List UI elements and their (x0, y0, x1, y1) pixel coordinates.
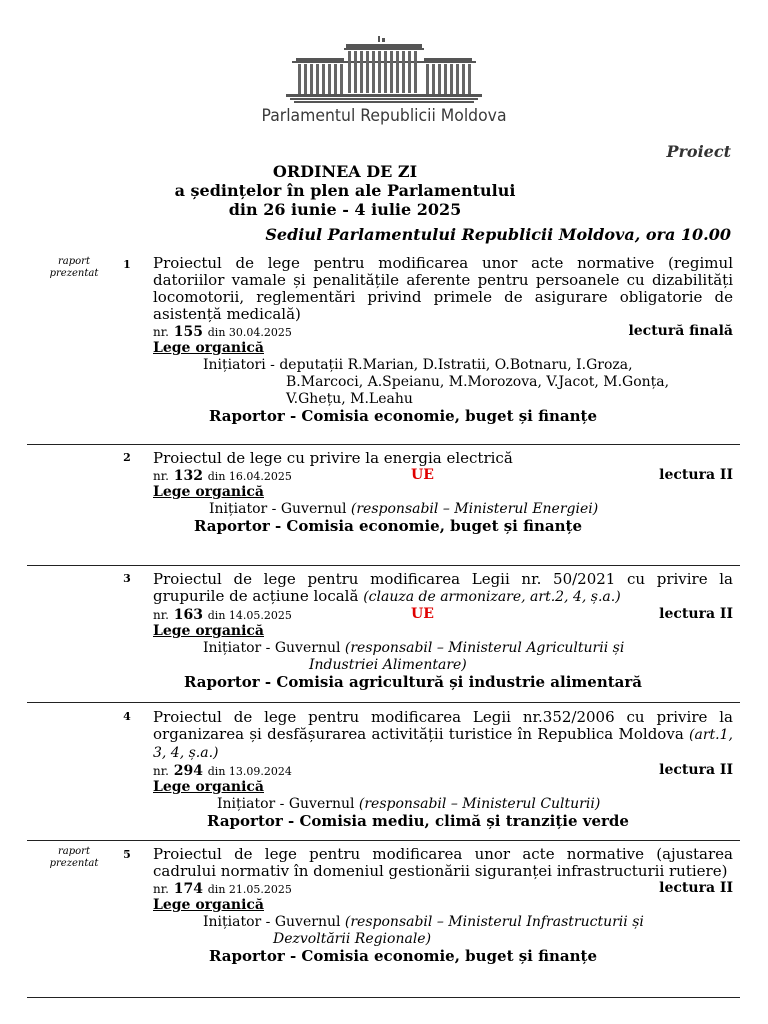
item-number: 4 (123, 710, 131, 723)
separator (27, 840, 740, 841)
description-text: Proiectul de lege pentru modificarea Legii nr. 50/2021 cu privire la grupurile de acțiune locală (153, 570, 733, 605)
initiator-label: Inițiator - Guvernul (203, 640, 341, 656)
initiator-line: B.Marcoci, A.Speianu, M.Morozova, V.Jacot, M.Gonța, (286, 374, 670, 390)
initiator-responsible: Dezvoltării Regionale) (273, 931, 432, 947)
side-note-line: raport (58, 846, 90, 857)
nr-date: din 13.09.2024 (207, 765, 292, 778)
initiators (153, 501, 733, 518)
side-note-line: raport (58, 256, 90, 267)
agenda-item-3 (153, 571, 733, 691)
reading-stage: lectura II (659, 606, 733, 622)
law-type: Lege organică (153, 623, 264, 639)
initiator-label: Inițiator - Guvernul (209, 501, 347, 517)
side-note (30, 846, 118, 870)
item-number: 2 (123, 451, 131, 464)
agenda-item-5 (153, 846, 733, 965)
agenda-item-4 (153, 709, 733, 830)
rapporteur: Raportor - Comisia economie, buget și finanțe (208, 407, 598, 425)
law-type: Lege organică (153, 484, 264, 500)
initiator-label: Inițiatori - (203, 357, 275, 373)
item-registration (153, 880, 733, 897)
eu-badge: UE (411, 467, 434, 483)
nr-date: din 16.04.2025 (207, 470, 292, 483)
initiators (153, 357, 733, 374)
parliament-name: Parlamentul Republicii Moldova (261, 106, 507, 126)
nr-value: 132 (173, 468, 203, 484)
initiator-responsible: (responsabil – Ministerul Culturii) (358, 796, 601, 812)
side-note-line: prezentat (49, 268, 99, 279)
reading-stage: lectura II (659, 762, 733, 778)
item-description (153, 571, 733, 606)
item-description: Proiectul de lege cu privire la energia electrică (153, 449, 513, 467)
initiators (153, 640, 733, 657)
description-text: Proiectul de lege pentru modificarea Legii nr.352/2006 cu privire la organizarea și desfășurarea activității turistice în Republica Moldova (153, 708, 733, 743)
initiator-label: Inițiator - Guvernul (217, 796, 355, 812)
side-note (30, 256, 118, 280)
title-line-3: din 26 iunie - 4 iulie 2025 (228, 200, 462, 219)
initiator-line (153, 657, 733, 674)
reading-stage: lectură finală (628, 323, 733, 339)
rapporteur: Raportor - Comisia mediu, climă și tranziție verde (207, 812, 629, 830)
rapporteur: Raportor - Comisia economie, buget și finanțe (208, 947, 598, 965)
page-title (160, 162, 530, 219)
item-description (153, 709, 733, 762)
side-note-line: prezentat (49, 858, 99, 869)
initiator-responsible: (responsabil – Ministerul Energiei) (350, 501, 599, 517)
nr-prefix: nr. (153, 469, 169, 483)
law-type: Lege organică (153, 779, 264, 795)
eu-badge: UE (411, 606, 434, 622)
item-number: 1 (123, 258, 131, 271)
description-note: (art.1, 3, 4, ș.a.) (153, 727, 733, 761)
nr-value: 174 (173, 881, 203, 897)
description-note: (clauza de armonizare, art.2, 4, ș.a.) (363, 589, 621, 605)
initiator-line: V.Ghețu, M.Leahu (286, 391, 413, 407)
item-number: 5 (123, 848, 131, 861)
title-line-2: a ședințelor în plen ale Parlamentului (174, 181, 516, 200)
law-type: Lege organică (153, 897, 264, 913)
initiator-line (153, 931, 733, 948)
nr-value: 294 (173, 763, 203, 779)
rapporteur: Raportor - Comisia agricultură și industrie alimentară (183, 673, 643, 691)
rapporteur: Raportor - Comisia economie, buget și finanțe (193, 517, 583, 535)
initiators (153, 914, 733, 931)
separator (27, 997, 740, 998)
nr-date: din 21.05.2025 (207, 883, 292, 896)
initiator-responsible: Industriei Alimentare) (309, 657, 467, 673)
nr-prefix: nr. (153, 608, 169, 622)
separator (27, 444, 740, 445)
item-registration (153, 762, 733, 779)
nr-prefix: nr. (153, 882, 169, 896)
law-type: Lege organică (153, 340, 264, 356)
item-registration (153, 606, 733, 623)
agenda-item-1 (153, 255, 733, 425)
nr-date: din 30.04.2025 (207, 326, 292, 339)
draft-label: Proiect (666, 142, 731, 161)
initiators (153, 796, 733, 813)
reading-stage: lectura II (659, 467, 733, 483)
nr-prefix: nr. (153, 764, 169, 778)
initiator-line: deputații R.Marian, D.Istratii, O.Botnaru, I.Groza, (279, 357, 633, 373)
nr-value: 155 (173, 324, 203, 340)
separator (27, 565, 740, 566)
item-registration (153, 323, 733, 340)
initiator-responsible: (responsabil – Ministerul Agriculturii și (344, 640, 625, 656)
nr-prefix: nr. (153, 325, 169, 339)
nr-value: 163 (173, 607, 203, 623)
session-location: Sediul Parlamentului Republicii Moldova, ora 10.00 (265, 225, 731, 244)
item-number: 3 (123, 572, 131, 585)
item-description: Proiectul de lege pentru modificarea unor acte normative (ajustarea cadrului normativ în domeniul gestionării siguranței infrastructurii rutiere) (153, 845, 733, 880)
title-line-1: ORDINEA DE ZI (272, 162, 418, 181)
parliament-building-logo (286, 34, 482, 104)
separator (27, 702, 740, 703)
item-description: Proiectul de lege pentru modificarea unor acte normative (regimul datoriilor vamale și penalitățile aferente pentru persoanele cu dizabilități locomotorii, reglementări privind primele de asigurare obligatorie de asistență medicală) (153, 254, 733, 323)
nr-date: din 14.05.2025 (207, 609, 292, 622)
initiator-label: Inițiator - Guvernul (203, 914, 341, 930)
item-registration (153, 467, 733, 484)
reading-stage: lectura II (659, 880, 733, 896)
agenda-item-2 (153, 450, 733, 535)
initiator-responsible: (responsabil – Ministerul Infrastructurii și (344, 914, 644, 930)
